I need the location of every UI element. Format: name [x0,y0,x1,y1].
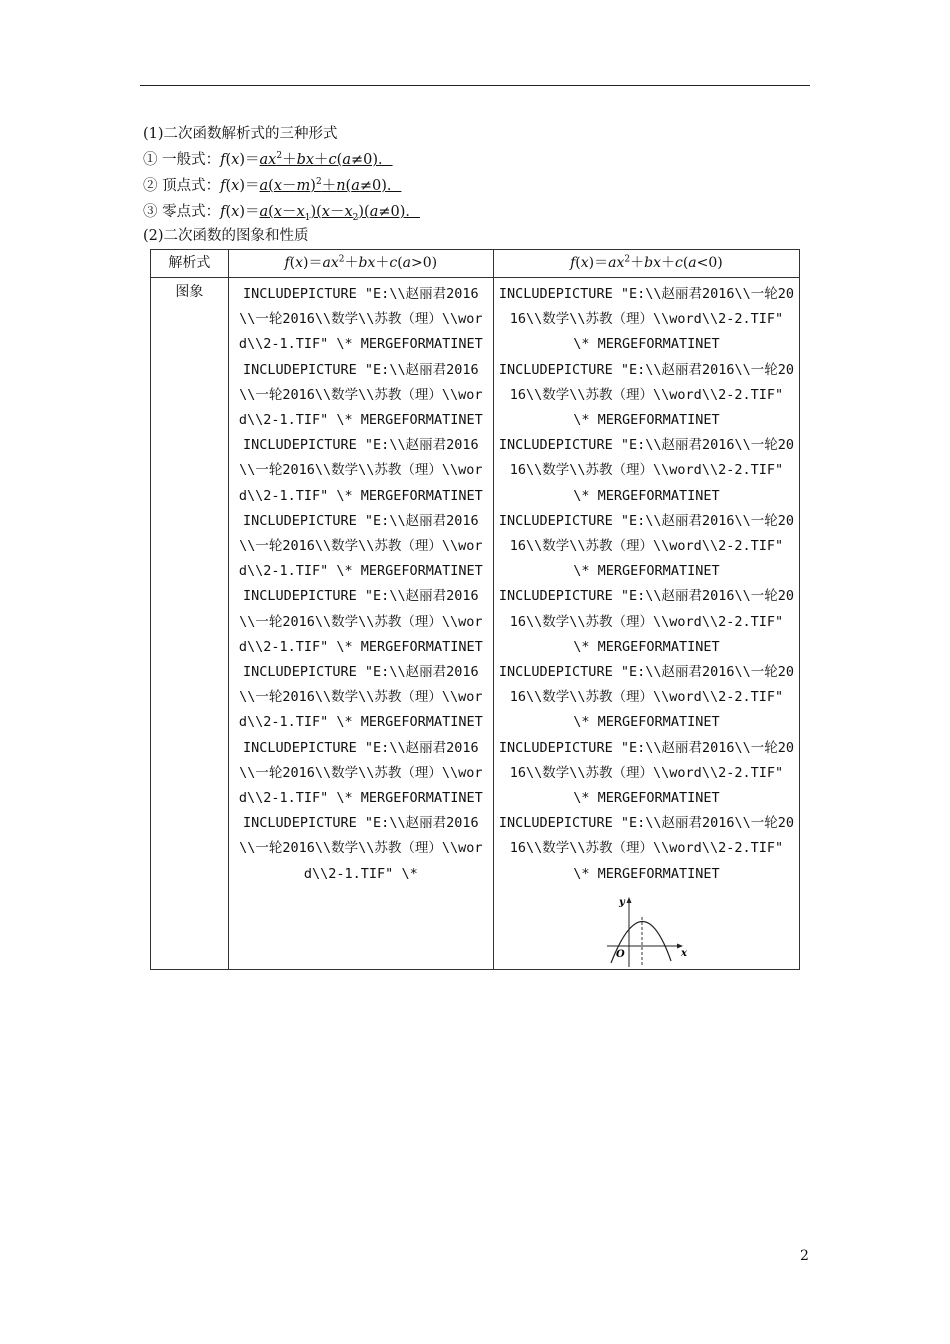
form-general: ① 一般式：$f(x)=ax^2+bx+c(a\ne 0)$． [143,151,393,168]
form-vertex-expr: $a(x-m)^2+n(a\ne 0)$． [259,177,402,194]
form-general-prefix: ① 一般式： [143,152,221,168]
form-zero: ③ 零点式：$f(x)=a(x-x_1)(x-x_2)(a\ne 0)$． [143,204,420,223]
form-general-eq: ＝ [245,152,260,168]
properties-table [150,249,800,970]
heading-three-forms: (1)二次函数解析式的三种形式 [143,126,338,142]
cell-graph-a-negative [493,278,799,970]
field-code-text-right: INCLUDEPICTURE "E:\\赵丽君2016\\一轮2016\\数学\\苏教（理）\\word\\2-2.TIF" \* MERGEFORMATINET INCLUDEPICTURE "E:\\赵丽君2016\\一轮2016\\数学\\苏教（理）\\word\\2-2.TIF" \* MERGEFORMATINET INCLUDEPICTURE "E:\\赵丽君2016\\一轮2016\\数学\\苏教（理）\\word\\2-2.TIF" \* MERGEFORMATINET INCLUDEPICTURE "E:\\赵丽君2016\\一轮2016\\数学\\苏教（理）\\word\\2-2.TIF" \* MERGEFORMATINET INCLUDEPICTURE "E:\\赵丽君2016\\一轮2016\\数学\\苏教（理）\\word\\2-2.TIF" \* MERGEFORMATINET INCLUDEPICTURE "E:\\赵丽君2016\\一轮2016\\数学\\苏教（理）\\word\\2-2.TIF" \* MERGEFORMATINET INCLUDEPICTURE "E:\\赵丽君2016\\一轮2016\\数学\\苏教（理）\\word\\2-2.TIF" \* MERGEFORMATINET INCLUDEPICTURE "E:\\赵丽君2016\\一轮2016\\数学\\苏教（理）\\word\\2-2.TIF" \* MERGEFORMATINET [498,286,794,882]
form-vertex-eq: ＝ [245,178,260,194]
heading-graph-properties: (2)二次函数的图象和性质 [143,228,309,244]
table-row-graph [151,278,800,970]
y-axis-label: y [619,896,626,908]
form-zero-x: x [231,204,240,220]
form-vertex: ② 顶点式：$f(x)=a(x-m)^2+n(a\ne 0)$． [143,177,402,194]
header-cell-a-positive: $f(x)=ax^2+bx+c(a>0)$ [228,250,493,278]
header-cell-a-negative: $f(x)=ax^2+bx+c(a<0)$ [493,250,799,278]
row-label-graph-text: 图象 [175,284,204,300]
form-general-f: f [220,152,226,168]
form-vertex-f: f [220,178,226,194]
form-zero-prefix: ③ 零点式： [143,204,221,220]
form-zero-f: f [220,204,226,220]
field-code-text-left: INCLUDEPICTURE "E:\\赵丽君2016\\一轮2016\\数学\\苏教（理）\\word\\2-1.TIF" \* MERGEFORMATINET INCLUDEPICTURE "E:\\赵丽君2016\\一轮2016\\数学\\苏教（理）\\word\\2-1.TIF" \* MERGEFORMATINET INCLUDEPICTURE "E:\\赵丽君2016\\一轮2016\\数学\\苏教（理）\\word\\2-1.TIF" \* MERGEFORMATINET INCLUDEPICTURE "E:\\赵丽君2016\\一轮2016\\数学\\苏教（理）\\word\\2-1.TIF" \* MERGEFORMATINET INCLUDEPICTURE "E:\\赵丽君2016\\一轮2016\\数学\\苏教（理）\\word\\2-1.TIF" \* MERGEFORMATINET INCLUDEPICTURE "E:\\赵丽君2016\\一轮2016\\数学\\苏教（理）\\word\\2-1.TIF" \* MERGEFORMATINET INCLUDEPICTURE "E:\\赵丽君2016\\一轮2016\\数学\\苏教（理）\\word\\2-1.TIF" \* MERGEFORMATINET INCLUDEPICTURE "E:\\赵丽君2016\\一轮2016\\数学\\苏教（理）\\word\\2-1.TIF" \* [238,286,483,882]
page-number: 2 [800,1248,809,1264]
header-cell-expression: 解析式 [151,250,229,278]
row-label-graph [151,278,229,970]
form-vertex-prefix: ② 顶点式： [143,178,221,194]
form-zero-expr: $a(x-x_1)(x-x_2)(a\ne 0)$． [259,204,420,223]
form-vertex-x: x [231,178,240,194]
form-general-expr: $ax^2+bx+c(a\ne 0)$． [259,151,393,168]
y-axis-arrow [627,897,632,903]
cell-graph-a-positive [228,278,493,970]
x-axis-label: x [681,947,688,959]
form-general-x: x [231,152,240,168]
form-zero-eq: ＝ [245,204,260,220]
origin-label: O [616,948,626,960]
table-header-row [151,250,800,278]
header-rule [140,85,810,86]
parabola-graph [601,893,691,969]
